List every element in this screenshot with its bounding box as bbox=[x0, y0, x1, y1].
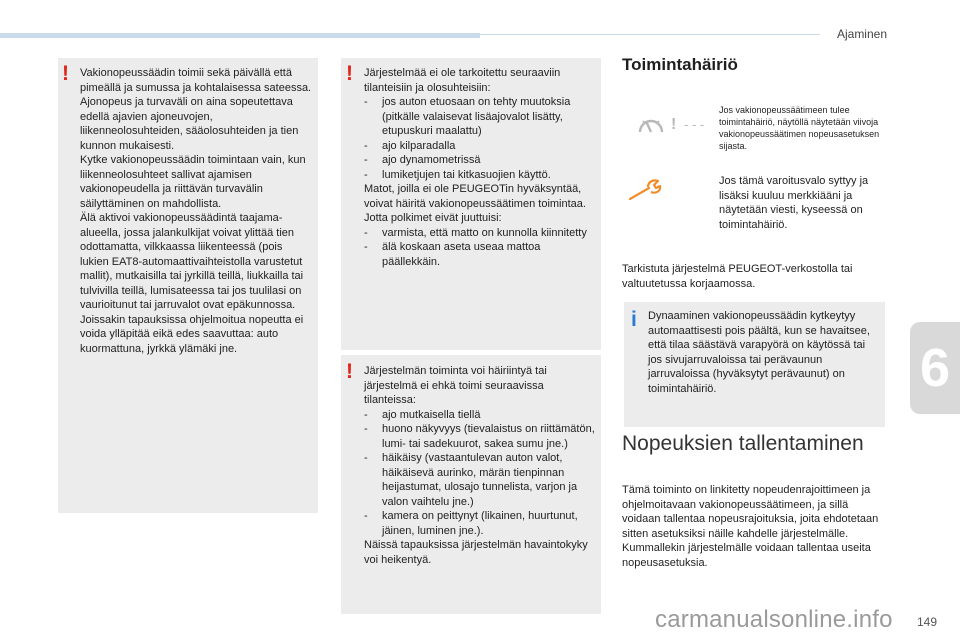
paragraph: Ajonopeus ja turvaväli on aina sopeutettava edellä ajavien ajoneuvojen, liikenneolosuhteiden, sääolosuhteiden ja tien kunnon mukaisesti. bbox=[80, 96, 299, 152]
bullet-dash: - bbox=[364, 154, 368, 166]
warning-general-text bbox=[80, 66, 312, 356]
bullet-dash: - bbox=[364, 510, 368, 522]
warning-interference-text bbox=[364, 364, 595, 567]
bullet-dash: - bbox=[364, 423, 368, 435]
list-item: - älä koskaan aseta useaa mattoa päällekkäin. bbox=[364, 241, 541, 268]
watermark: carmanualsonline.info bbox=[655, 606, 893, 633]
list-item: - ajo kilparadalla bbox=[364, 139, 456, 152]
paragraph: Järjestelmää ei ole tarkoitettu seuraaviin tilanteisiin ja olosuhteisiin: bbox=[364, 67, 561, 94]
header-accent-bar bbox=[0, 33, 480, 38]
wrench-icon bbox=[627, 178, 667, 207]
speedometer-icon bbox=[636, 112, 666, 138]
list-item: - huono näkyvyys (tievalaistus on riittämätön, lumi- tai sadekuurot, sakea sumu jne.) bbox=[364, 423, 595, 450]
paragraph: Kytke vakionopeussäädin toimintaan vain, kun liikenneolosuhteet sallivat ajamisen vakionopeudella ja riittävän turvavälin säilyttäminen on mahdollista. bbox=[80, 154, 306, 210]
list-item: - ajo mutkaisella tiellä bbox=[364, 408, 481, 421]
paragraph: Älä aktivoi vakionopeussäädintä taajama-alueella, jossa jalankulkijat voivat ylittää tien odottamatta, vilkkaassa liikenteessä (pois lukien EAT8-automaattivaihteistolla varustetut mallit), mutkaisilla tai jyrkillä teillä, liukkailla tai tulvivilla teillä, lumisateessa tai jos tuulilasi on vaurioitunut tai jarruvalot ovat epäkunnossa. bbox=[80, 212, 304, 311]
list-item: - lumiketjujen tai kitkasuojien käyttö. bbox=[364, 168, 551, 181]
fault-wrench-text: Jos tämä varoitusvalo syttyy ja lisäksi kuuluu merkkiääni ja näytetään viesti, kyseessä on toimintahäiriö. bbox=[719, 175, 869, 231]
warning-icon: ! bbox=[346, 360, 353, 383]
page-number: 149 bbox=[916, 615, 937, 629]
list-item: - jos auton etuosaan on tehty muutoksia (pitkälle valaisevat lisäajovalot lisätty, etupuskuri maalattu) bbox=[364, 96, 571, 137]
paragraph: Vakionopeussäädin toimii sekä päivällä että pimeällä ja sumussa ja kohtalaisessa sateessa. bbox=[80, 67, 312, 94]
list-item: - ajo dynamometrissä bbox=[364, 154, 481, 166]
bullet-dash: - bbox=[364, 168, 368, 181]
bullet-dash: - bbox=[364, 452, 368, 464]
warning-limitations-text bbox=[364, 66, 594, 269]
speed-memory-text: Tämä toiminto on linkitetty nopeudenrajoittimeen ja ohjelmoitavaan vakionopeussäätimeen, ja sillä voidaan tallentaa nopeusrajoituksia, joita ehdotetaan sitten asetuksiksi näille kahdelle järjestelmälle. Kummallekin järjestelmälle voidaan tallentaa useita nopeusasetuksia. bbox=[622, 484, 879, 569]
bullet-dash: - bbox=[364, 139, 368, 152]
paragraph: Joissakin tapauksissa ohjelmoitua nopeutta ei voida ylläpitää eikä edes saavuttaa: auto kuormattuna, jyrkkä ylämäki jne. bbox=[80, 313, 304, 355]
warning-icon: ! bbox=[346, 62, 353, 85]
paragraph: Järjestelmän toiminta voi häiriintyä tai järjestelmä ei ehkä toimi seuraavissa tilanteissa: bbox=[364, 365, 547, 406]
paragraph: Jotta polkimet eivät juuttuisi: bbox=[364, 212, 502, 224]
info-icon: i bbox=[631, 308, 637, 331]
paragraph: Matot, joilla ei ole PEUGEOTin hyväksyntää, voivat häiritä vakionopeussäätimen toimintaa. bbox=[364, 183, 586, 210]
bullet-dash: - bbox=[364, 96, 368, 108]
list-item: - häikäisy (vastaantulevan auton valot, häikäisevä aurinko, märän tienpinnan heijastumat, ulosajo tunnelista, varjon ja valon vaihtelu jne.) bbox=[364, 452, 578, 508]
dashes-display: - - - bbox=[684, 117, 705, 132]
bullet-dash: - bbox=[364, 226, 368, 239]
paragraph: Näissä tapauksissa järjestelmän havaintokyky voi heikentyä. bbox=[364, 539, 588, 566]
section-heading-speed-memory: Nopeuksien tallentaminen bbox=[622, 432, 864, 455]
check-network-text: Tarkistuta järjestelmä PEUGEOT-verkostolla tai valtuutetussa korjaamossa. bbox=[622, 263, 853, 290]
speedometer-dashes-icon bbox=[636, 112, 705, 142]
list-item: - kamera on peittynyt (likainen, huurtunut, jäinen, luminen jne.). bbox=[364, 510, 578, 537]
fault-dashes-text: Jos vakionopeussäätimeen tulee toimintahäiriö, näytöllä näytetään viivoja vakionopeussäätimen nopeusasetuksen sijasta. bbox=[719, 105, 880, 151]
header-rule bbox=[480, 34, 820, 35]
chapter-number: 6 bbox=[919, 338, 950, 398]
warning-icon: ! bbox=[62, 62, 69, 85]
section-title: Ajaminen bbox=[836, 27, 887, 41]
list-item: - varmista, että matto on kunnolla kiinnitetty bbox=[364, 226, 587, 239]
info-text: Dynaaminen vakionopeussäädin kytkeytyy automaattisesti pois päältä, kun se havaitsee, että tilaa säästävä varapyörä on käytössä tai jos sivujarruvaloissa tai perävaunun jarruvaloissa (hyväksytyt perävaunut) on toimintahäiriö. bbox=[648, 310, 870, 395]
section-heading-malfunction: Toimintahäiriö bbox=[622, 55, 738, 74]
bullet-dash: - bbox=[364, 241, 368, 253]
bullet-dash: - bbox=[364, 408, 368, 421]
alert-mark: ! bbox=[671, 116, 677, 133]
